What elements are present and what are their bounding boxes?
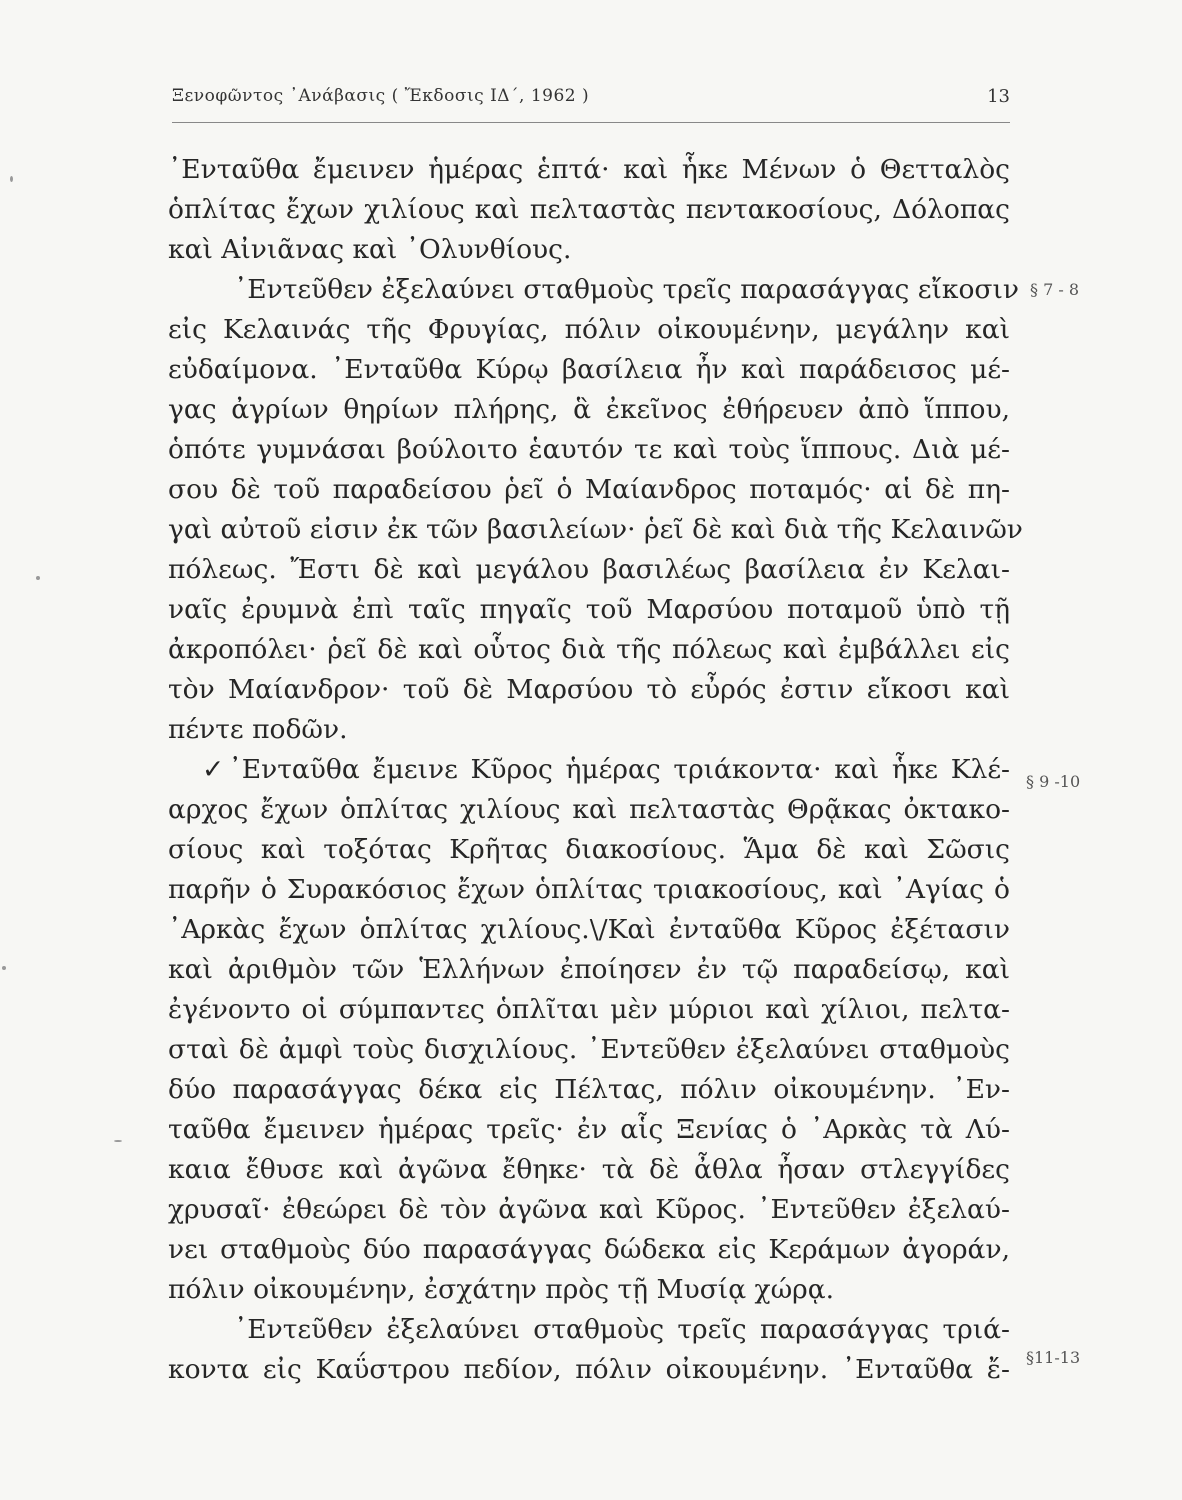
text-line: κοντα εἰς Καΰστρου πεδίον, πόλιν οἰκουμένην. ᾿Ενταῦθα ἔ- [168, 1354, 1010, 1385]
text-line: καὶ Αἰνιᾶνας καὶ ᾿Ολυνθίους. [168, 234, 572, 265]
margin-note-section: §11-13 [1026, 1348, 1081, 1367]
text-line: δύο παρασάγγας δέκα εἰς Πέλτας, πόλιν οἰκουμένην. ᾿Εν- [168, 1074, 1010, 1105]
text-line: γας ἀγρίων θηρίων πλήρης, ἃ ἐκεῖνος ἐθήρευεν ἀπὸ ἵππου, [168, 394, 1010, 425]
scan-speck [36, 576, 40, 580]
scan-speck [2, 966, 6, 970]
page-number: 13 [987, 86, 1010, 107]
text-line: ὁπλίτας ἔχων χιλίους καὶ πελταστὰς πεντακοσίους, Δόλοπας [168, 194, 1010, 225]
margin-note-section: § 9 -10 [1026, 772, 1081, 791]
text-line: σίους καὶ τοξότας Κρῆτας διακοσίους. Ἅμα δὲ καὶ Σῶσις [168, 834, 1010, 865]
text-line: γαὶ αὐτοῦ εἰσιν ἐκ τῶν βασιλείων· ῥεῖ δὲ καὶ διὰ τῆς Κελαινῶν [168, 514, 1023, 545]
text-line: ταῦθα ἔμεινεν ἡμέρας τρεῖς· ἐν αἷς Ξενίας ὁ ᾿Αρκὰς τὰ Λύ- [168, 1114, 1010, 1145]
running-header [172, 86, 1010, 116]
text-line: ᾿Εντεῦθεν ἐξελαύνει σταθμοὺς τρεῖς παρασάγγας εἴκοσιν [234, 274, 1020, 305]
margin-note-section: § 7 - 8 [1030, 280, 1080, 299]
text-line: τὸν Μαίανδρον· τοῦ δὲ Μαρσύου τὸ εὖρός ἐστιν εἴκοσι καὶ [168, 674, 1010, 705]
text-line: ᾿Εντεῦθεν ἐξελαύνει σταθμοὺς τρεῖς παρασάγγας τριά- [234, 1314, 1010, 1345]
text-line: νει σταθμοὺς δύο παρασάγγας δώδεκα εἰς Κεράμων ἀγοράν, [168, 1234, 1010, 1265]
text-line: καὶ ἀριθμὸν τῶν Ἑλλήνων ἐποίησεν ἐν τῷ παραδείσῳ, καὶ [168, 954, 1010, 985]
text-line: ᾿Αρκὰς ἔχων ὁπλίτας χιλίους.\/Καὶ ἐνταῦθα Κῦρος ἐξέτασιν [168, 914, 1010, 945]
text-line: πόλεως. Ἔστι δὲ καὶ μεγάλου βασιλέως βασίλεια ἐν Κελαι- [168, 554, 1010, 585]
text-line: πόλιν οἰκουμένην, ἐσχάτην πρὸς τῇ Μυσίᾳ χώρᾳ. [168, 1274, 835, 1305]
text-line: καια ἔθυσε καὶ ἀγῶνα ἔθηκε· τὰ δὲ ἆθλα ἦσαν στλεγγίδες [168, 1154, 1010, 1185]
scan-speck [10, 176, 13, 182]
text-line: εὐδαίμονα. ᾿Ενταῦθα Κύρῳ βασίλεια ἦν καὶ παράδεισος μέ- [168, 354, 1010, 385]
text-line: χρυσαῖ· ἐθεώρει δὲ τὸν ἀγῶνα καὶ Κῦρος. ᾿Εντεῦθεν ἐξελαύ- [168, 1194, 1010, 1225]
text-line: ᾿Ενταῦθα ἔμεινεν ἡμέρας ἑπτά· καὶ ἧκε Μένων ὁ Θετταλὸς [168, 154, 1010, 185]
text-line: ὁπότε γυμνάσαι βούλοιτο ἑαυτόν τε καὶ τοὺς ἵππους. Διὰ μέ- [168, 434, 1010, 465]
text-line: εἰς Κελαινάς τῆς Φρυγίας, πόλιν οἰκουμένην, μεγάλην καὶ [168, 314, 1010, 345]
text-line: ἀκροπόλει· ῥεῖ δὲ καὶ οὗτος διὰ τῆς πόλεως καὶ ἐμβάλλει εἰς [168, 634, 1010, 665]
text-line: σου δὲ τοῦ παραδείσου ῥεῖ ὁ Μαίανδρος ποταμός· αἱ δὲ πη- [168, 474, 1010, 505]
text-line: ναῖς ἐρυμνὰ ἐπὶ ταῖς πηγαῖς τοῦ Μαρσύου ποταμοῦ ὑπὸ τῇ [168, 594, 1010, 625]
text-line: παρῆν ὁ Συρακόσιος ἔχων ὁπλίτας τριακοσίους, καὶ ᾿Αγίας ὁ [168, 874, 1010, 905]
text-line: αρχος ἔχων ὁπλίτας χιλίους καὶ πελταστὰς Θρᾷκας ὀκτακο- [168, 794, 1010, 825]
header-rule [172, 122, 1010, 123]
text-line: σταὶ δὲ ἀμφὶ τοὺς δισχιλίους. ᾿Εντεῦθεν ἐξελαύνει σταθμοὺς [168, 1034, 1010, 1065]
text-line: πέντε ποδῶν. [168, 714, 348, 745]
text-line: ἐγένοντο οἱ σύμπαντες ὁπλῖται μὲν μύριοι καὶ χίλιοι, πελτα- [168, 994, 1010, 1025]
header-title: Ξενοφῶντος ᾿Ανάβασις ( Ἔκδοσις ΙΔ΄, 1962 ) [172, 86, 590, 106]
scan-speck [114, 1140, 122, 1142]
text-line: ✓᾿Ενταῦθα ἔμεινε Κῦρος ἡμέρας τριάκοντα· καὶ ἧκε Κλέ- [202, 754, 1010, 785]
